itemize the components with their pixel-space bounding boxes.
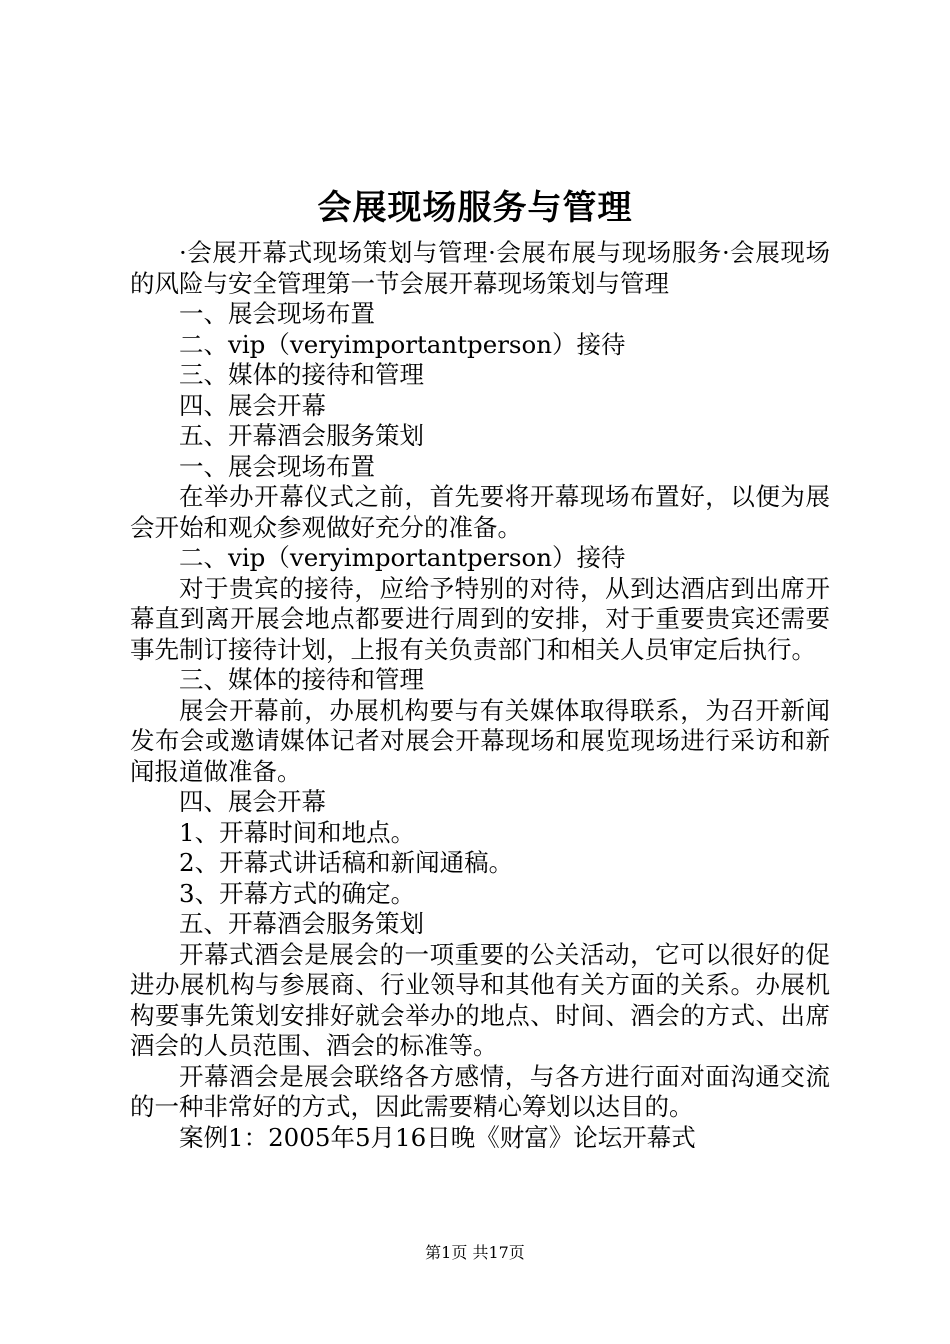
document-body bbox=[130, 238, 830, 1153]
paragraph: 四、展会开幕 bbox=[179, 390, 326, 420]
paragraph: 开幕式酒会是展会的一项重要的公关活动，它可以很好的促进办展机构与参展商、行业领导和其他有关方面的关系。办展机构要事先策划安排好就会举办的地点、时间、酒会的方式、出席酒会的人员范围、酒会的标准等。 bbox=[130, 939, 830, 1060]
paragraph: 在举办开幕仪式之前，首先要将开幕现场布置好，以便为展会开始和观众参观做好充分的准备。 bbox=[130, 482, 830, 542]
paragraph: 二、vip（veryimportantperson）接待 bbox=[179, 329, 626, 359]
paragraph: 五、开幕酒会服务策划 bbox=[179, 909, 424, 938]
paragraph: 五、开幕酒会服务策划 bbox=[179, 421, 424, 450]
document-title: 会展现场服务与管理 bbox=[317, 188, 633, 228]
paragraph: 2、开幕式讲话稿和新闻通稿。 bbox=[179, 848, 514, 877]
paragraph: 一、展会现场布置 bbox=[179, 299, 375, 328]
paragraph: ·会展开幕式现场策划与管理·会展布展与现场服务·会展现场的风险与安全管理第一节会展开幕现场策划与管理 bbox=[130, 238, 830, 298]
paragraph: 3、开幕方式的确定。 bbox=[179, 878, 416, 908]
paragraph: 一、展会现场布置 bbox=[179, 451, 375, 481]
paragraph: 1、开幕时间和地点。 bbox=[179, 817, 416, 847]
paragraph: 开幕酒会是展会联络各方感情，与各方进行面对面沟通交流的一种非常好的方式，因此需要精心筹划以达目的。 bbox=[130, 1061, 830, 1121]
paragraph: 三、媒体的接待和管理 bbox=[179, 665, 424, 694]
paragraph: 对于贵宾的接待，应给予特别的对待，从到达酒店到出席开幕直到离开展会地点都要进行周到的安排，对于重要贵宾还需要事先制订接待计划，上报有关负责部门和相关人员审定后执行。 bbox=[130, 573, 830, 664]
page-footer: 第1页 共17页 bbox=[425, 1243, 525, 1262]
paragraph: 案例1：2005年5月16日晚《财富》论坛开幕式 bbox=[179, 1122, 696, 1152]
paragraph: 二、vip（veryimportantperson）接待 bbox=[179, 543, 626, 572]
paragraph: 三、媒体的接待和管理 bbox=[179, 360, 424, 389]
paragraph: 四、展会开幕 bbox=[179, 787, 326, 816]
paragraph: 展会开幕前，办展机构要与有关媒体取得联系，为召开新闻发布会或邀请媒体记者对展会开幕现场和展览现场进行采访和新闻报道做准备。 bbox=[130, 695, 830, 786]
